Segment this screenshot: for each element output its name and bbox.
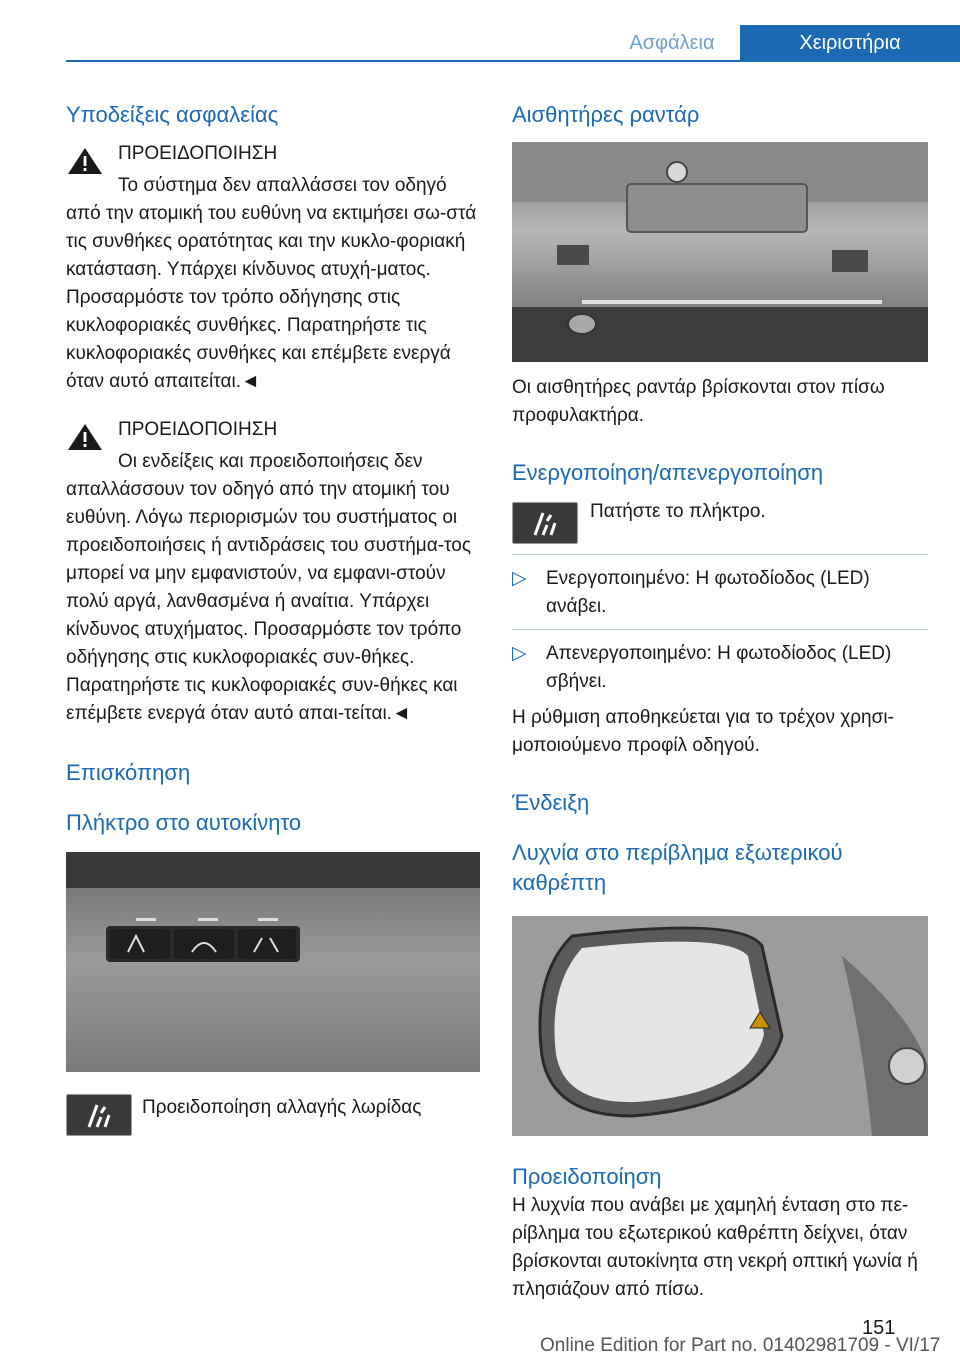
header-rule [66, 60, 960, 62]
lane-change-warning-icon [66, 1094, 132, 1136]
bullet-activated-text: Ενεργοποιημένο: Η φωτοδίοδος (LED) ανάβει. [546, 568, 870, 617]
tab-safety[interactable]: Ασφάλεια [629, 32, 715, 54]
display-title: Ένδειξη [512, 790, 590, 815]
warning-2-label: ΠΡΟΕΙΔΟΠΟΙΗΣΗ [118, 419, 278, 440]
warning-2-text: Οι ενδείξεις και προειδοποιήσεις δεν απαλλάσσουν τον οδηγό από την ατομική του ευθύνη. Λόγω περιορισμών του συστήματος οι προειδοποιήσεις ή αντιδράσεις του συστήμα-τος μπορεί να μην εμφανιστούν, να εμφανι-στούν πολύ αργά, λανθασμένα ή αναίτια. Υπάρχει κίνδυνος ατυχήματος. Προσαρμόστε τον τρόπο οδήγησης στις κυκλοφοριακές συν-θήκες. Παρατηρήστε τις κυκλοφοριακές συν-θήκες και επέμβετε ενεργά όταν αυτό απαι-τείται.◄ [66, 451, 471, 724]
setting-saved-text: Η ρύθμιση αποθηκεύεται για το τρέχον χρησι-μοποιούμενο προφίλ οδηγού. [512, 707, 894, 756]
bullet-deactivated [512, 640, 928, 696]
activation-title: Ενεργοποίηση/απενεργοποίηση [512, 460, 824, 485]
lane-change-warning-icon [512, 502, 578, 544]
button-caption: Προειδοποίηση αλλαγής λωρίδας [142, 1097, 422, 1118]
warning-block-1 [66, 140, 480, 396]
button-panel-photo [66, 852, 480, 1072]
warning-block-2 [66, 416, 480, 728]
button-in-car-title: Πλήκτρο στο αυτοκίνητο [66, 810, 302, 835]
warning-triangle-icon [66, 422, 104, 452]
page-number: 151 [862, 1317, 896, 1339]
press-button-text: Πατήστε το πλήκτρο. [590, 501, 766, 522]
triangle-bullet-icon: ▷ [512, 568, 527, 589]
radar-sensors-title: Αισθητήρες ραντάρ [512, 102, 700, 127]
tab-controls[interactable]: Χειριστήρια [740, 25, 960, 62]
overview-title: Επισκόπηση [66, 760, 191, 785]
right-column [512, 100, 928, 1304]
warning-text: Η λυχνία που ανάβει με χαμηλή ένταση στο πε-ρίβλημα του εξωτερικού καθρέπτη δείχνει, όταν βρίσκονται αυτοκίνητα στη νεκρή οπτική γωνία ή πλησιάζουν από πίσω. [512, 1195, 918, 1300]
left-column [66, 100, 480, 1138]
bullet-activated [512, 565, 928, 621]
safety-notes-title: Υποδείξεις ασφαλείας [66, 102, 279, 127]
mirror-lamp-title: Λυχνία στο περίβλημα εξωτερικού καθρέπτη [512, 840, 843, 895]
warning-1-text: Το σύστημα δεν απαλλάσσει τον οδηγό από την ατομική του ευθύνη να εκτιμήσει σω-στά τις συνθήκες ορατότητας και την κυκλο-φοριακή κατάσταση. Υπάρχει κίνδυνος ατυχή-ματος. Προσαρμόστε τον τρόπο οδήγησης στις κυκλοφοριακές συνθήκες. Παρατηρήστε τις κυκλοφοριακές συνθήκες και επέμβετε ενεργά όταν αυτό απαιτείται.◄ [66, 175, 477, 392]
warning-title: Προειδοποίηση [512, 1164, 662, 1189]
press-button-row [512, 502, 928, 546]
button-caption-row [66, 1094, 480, 1138]
mirror-lamp-photo [512, 916, 928, 1136]
bullet-deactivated-text: Απενεργοποιημένο: Η φωτοδίοδος (LED) σβήνει. [546, 643, 892, 692]
warning-triangle-icon [66, 146, 104, 176]
edition-footer: Online Edition for Part no. 01402981709 - VI/17 [540, 1335, 941, 1356]
separator [512, 629, 928, 630]
page-header [66, 25, 960, 62]
radar-sensors-caption: Οι αισθητήρες ραντάρ βρίσκονται στον πίσω προφυλακτήρα. [512, 377, 885, 426]
warning-1-label: ΠΡΟΕΙΔΟΠΟΙΗΣΗ [118, 143, 278, 164]
separator [512, 554, 928, 555]
radar-sensors-photo [512, 142, 928, 362]
triangle-bullet-icon: ▷ [512, 643, 527, 664]
